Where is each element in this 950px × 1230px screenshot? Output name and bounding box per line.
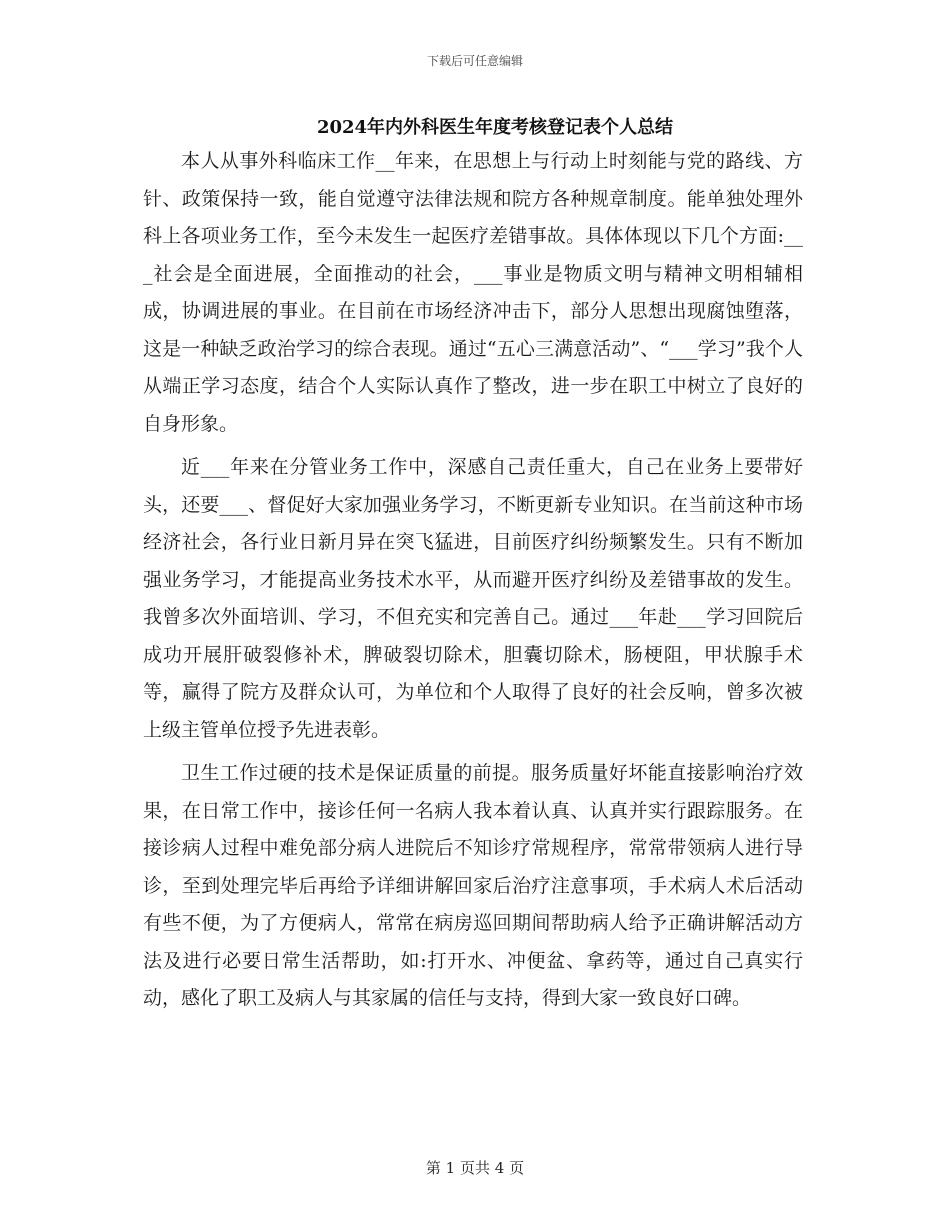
page-number: 第 1 页共 4 页 xyxy=(425,1159,525,1177)
document-title: 2024年内外科医生年度考核登记表个人总结 xyxy=(316,117,674,138)
document-body xyxy=(143,143,803,1024)
paragraph-1: 本人从事外科临床工作__年来，在思想上与行动上时刻能与党的路线、方针、政策保持一致，能自觉遵守法律法规和院方各种规章制度。能单独处理外科上各项业务工作，至今未发生一起医疗差错事故。具体体现以下几个方面:___社会是全面进展，全面推动的社会，___事业是物质文明与精神文明相辅相成，协调进展的事业。在目前在市场经济冲击下，部分人思想出现腐蚀堕落，这是一种缺乏政治学习的综合表现。通过“五心三满意活动”、“___学习”我个人从端正学习态度，结合个人实际认真作了整改，进一步在职工中树立了良好的自身形象。 xyxy=(143,150,803,435)
paragraph-3: 卫生工作过硬的技术是保证质量的前提。服务质量好坏能直接影响治疗效果，在日常工作中，接诊任何一名病人我本着认真、认真并实行跟踪服务。在接诊病人过程中难免部分病人进院后不知诊疗常规程序，常常带领病人进行导诊，至到处理完毕后再给予详细讲解回家后治疗注意事项，手术病人术后活动有些不便，为了方便病人，常常在病房巡回期间帮助病人给予正确讲解活动方法及进行必要日常生活帮助，如:打开水、冲便盆、拿药等，通过自己真实行动，感化了职工及病人与其家属的信任与支持，得到大家一致良好口碑。 xyxy=(143,762,803,1009)
paragraph-2: 近___年来在分管业务工作中，深感自己责任重大，自己在业务上要带好头，还要___、督促好大家加强业务学习，不断更新专业知识。在当前这种市场经济社会，各行业日新月异在突飞猛进，目前医疗纠纷频繁发生。只有不断加强业务学习，才能提高业务技术水平，从而避开医疗纠纷及差错事故的发生。我曾多次外面培训、学习，不但充实和完善自己。通过___年赴___学习回院后成功开展肝破裂修补术，脾破裂切除术，胆囊切除术，肠梗阻，甲状腺手术等，赢得了院方及群众认可，为单位和个人取得了良好的社会反响，曾多次被上级主管单位授予先进表彰。 xyxy=(143,456,803,741)
header-note: 下载后可任意编辑 xyxy=(426,54,523,68)
